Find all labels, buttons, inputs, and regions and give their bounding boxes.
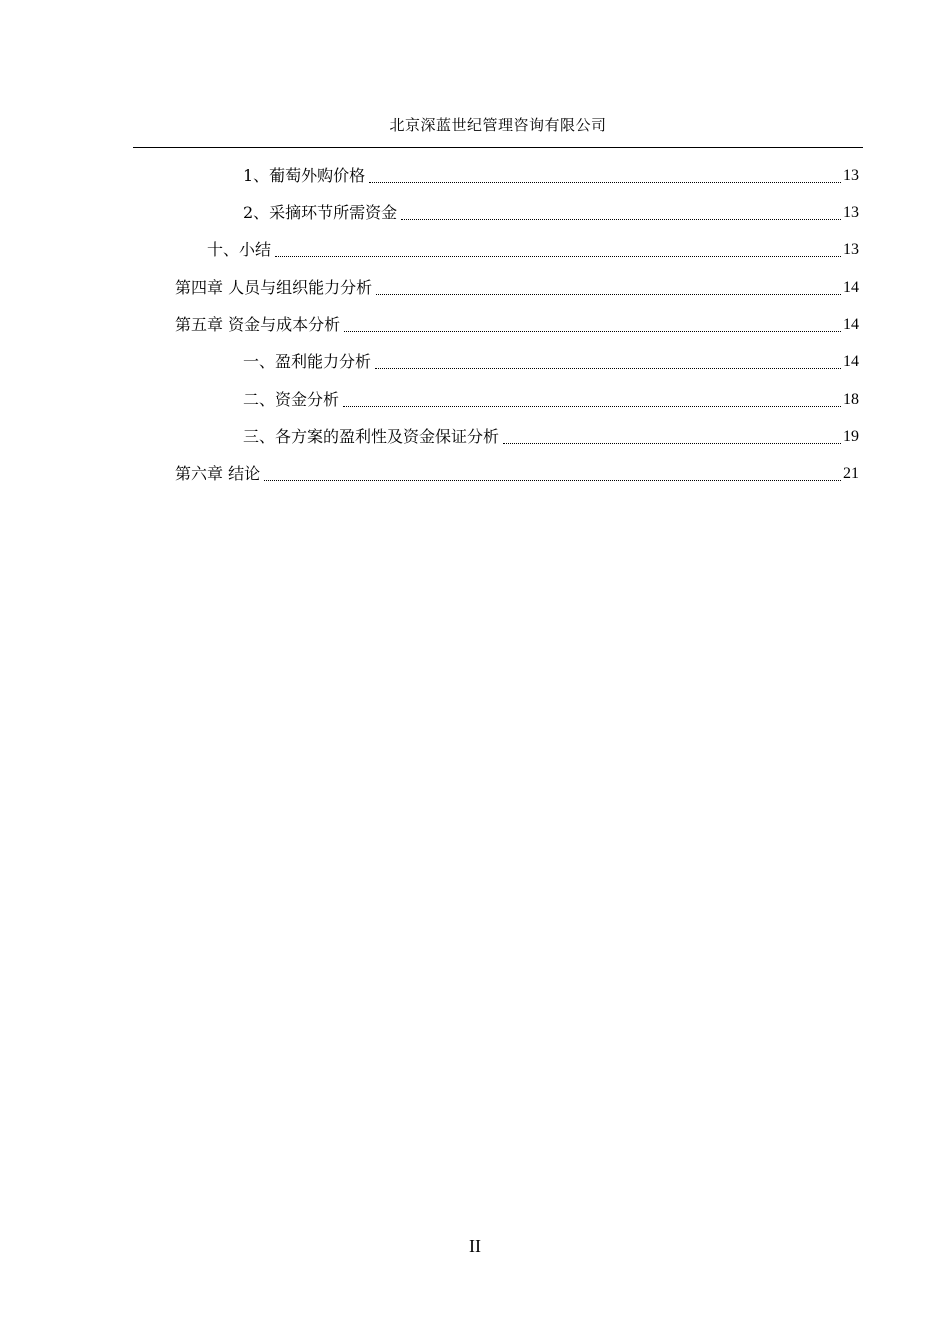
- toc-dot-leader: [376, 275, 841, 301]
- toc-entry[interactable]: [243, 349, 859, 375]
- toc-entry-title: 第四章 人员与组织能力分析: [175, 278, 373, 297]
- toc-entry-page: 13: [843, 167, 859, 184]
- toc-entry-page: 13: [843, 241, 859, 258]
- toc-entry[interactable]: [175, 461, 859, 487]
- toc-dot-leader: [275, 237, 841, 263]
- page-number: II: [469, 1236, 481, 1256]
- page-header: 北京深蓝世纪管理咨询有限公司: [389, 116, 607, 134]
- toc-entry-title: 三、各方案的盈利性及资金保证分析: [243, 427, 500, 446]
- toc-entry-title: 第五章 资金与成本分析: [175, 315, 341, 334]
- toc-entry[interactable]: [175, 312, 859, 338]
- toc-entry-title: 第六章 结论: [175, 464, 261, 483]
- toc-entry-page: 18: [843, 391, 859, 408]
- toc-entry-page: 14: [843, 316, 859, 333]
- toc-entry-page: 21: [843, 465, 859, 482]
- toc-entry-page: 13: [843, 204, 859, 221]
- toc-dot-leader: [369, 163, 841, 189]
- toc-entry[interactable]: [243, 200, 859, 226]
- toc-dot-leader: [401, 200, 841, 226]
- header-divider: [133, 147, 863, 148]
- toc-entry[interactable]: [207, 237, 859, 263]
- toc-entry-title: 一、盈利能力分析: [243, 352, 372, 371]
- toc-entry[interactable]: [243, 424, 859, 450]
- toc-entry[interactable]: [243, 163, 859, 189]
- toc-entry-page: 14: [843, 279, 859, 296]
- toc-dot-leader: [343, 387, 841, 413]
- toc-dot-leader: [344, 312, 841, 338]
- toc-dot-leader: [503, 424, 841, 450]
- toc-entry-page: 19: [843, 428, 859, 445]
- toc-dot-leader: [375, 349, 841, 375]
- toc-entry-title: 2、采摘环节所需资金: [243, 203, 398, 222]
- toc-entry-title: 十、小结: [207, 240, 272, 259]
- toc-entry[interactable]: [243, 387, 859, 413]
- toc-entry-page: 14: [843, 353, 859, 370]
- toc-entry-title: 1、葡萄外购价格: [243, 166, 366, 185]
- toc-entry[interactable]: [175, 275, 859, 301]
- toc-entry-title: 二、资金分析: [243, 390, 340, 409]
- toc-dot-leader: [264, 461, 841, 487]
